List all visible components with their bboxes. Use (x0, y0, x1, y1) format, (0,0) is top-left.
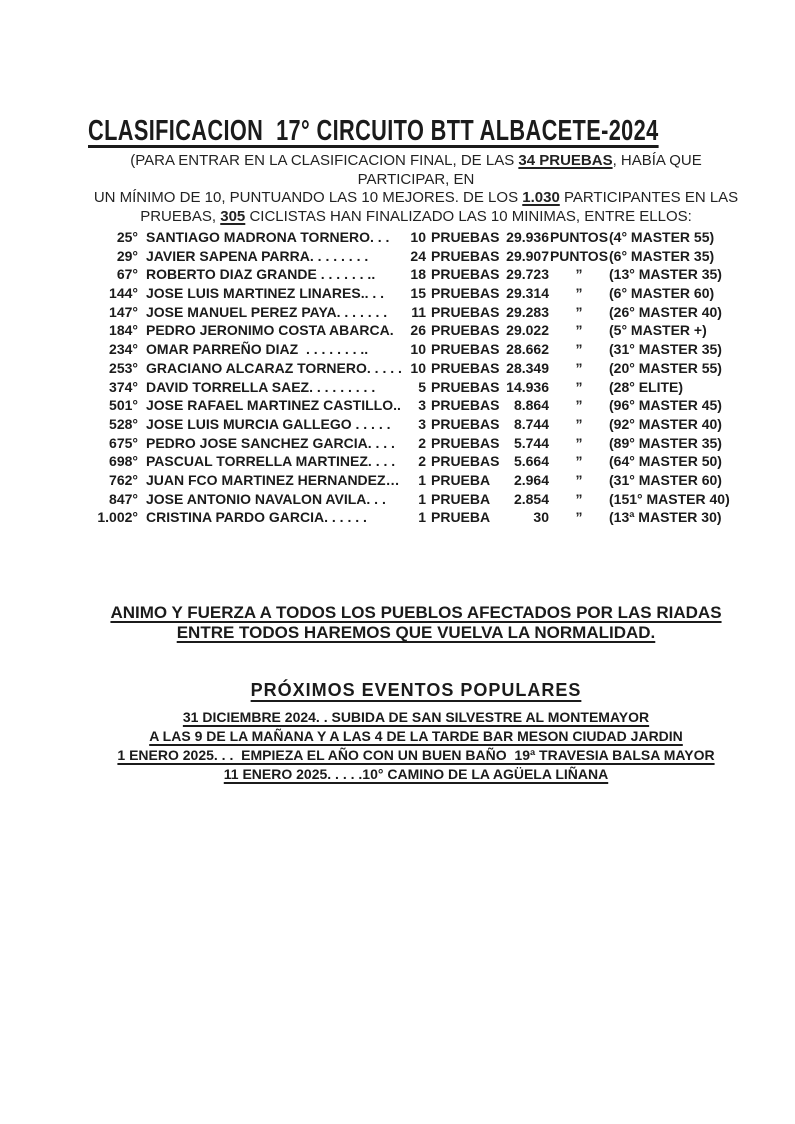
races-unit-label: PRUEBAS (431, 378, 500, 395)
points-value: 8.744 (513, 415, 549, 432)
solidarity-message (88, 603, 744, 643)
races-unit-label: PRUEBAS (431, 397, 500, 414)
dot-leader: . . . . . . . .. (298, 341, 373, 358)
rider-name-text: PEDRO JERONIMO COSTA ABARCA (146, 322, 390, 339)
points-unit-label: ” (575, 434, 583, 451)
dot-leader: . . . . . . .. (316, 266, 380, 283)
races-count: 5 (418, 378, 426, 395)
rank-number: 25° (116, 229, 138, 245)
category-label: (89° MASTER 35) (609, 434, 722, 451)
result-row (88, 379, 744, 398)
rider-name-text: OMAR PARREÑO DIAZ (146, 341, 299, 358)
result-row (88, 360, 744, 379)
dot-leader: . . . . . . . . . (309, 378, 380, 395)
rider-name (146, 304, 404, 320)
rank-number: 374° (109, 378, 138, 395)
rider-name (146, 285, 404, 301)
points-value: 29.723 (506, 266, 549, 283)
rider-name (146, 435, 404, 451)
intro-text: PARTICIPANTES EN LAS (559, 189, 739, 206)
rider-name-text: CRISTINA PARDO GARCIA (146, 509, 325, 526)
intro-line-2 (88, 189, 744, 208)
category-label: (6° MASTER 60) (609, 285, 715, 302)
races-count: 3 (418, 397, 426, 414)
rider-name-text: JAVIER SAPENA PARRA (146, 247, 310, 264)
rider-name-text: PASCUAL TORRELLA MARTINEZ (146, 453, 368, 470)
category-label: (20° MASTER 55) (609, 359, 722, 376)
races-count: 10 (410, 229, 426, 245)
points-value: 29.936 (506, 229, 549, 245)
races-count: 1 (418, 509, 426, 526)
races-count: 26 (410, 322, 426, 339)
rank-number: 67° (116, 266, 138, 283)
result-row (88, 285, 744, 304)
category-label: (64° MASTER 50) (609, 453, 722, 470)
category-label: (31° MASTER 60) (609, 471, 722, 488)
races-unit-label: PRUEBAS (431, 434, 500, 451)
rank-number: 698° (109, 453, 138, 470)
races-count: 18 (410, 266, 426, 283)
races-unit-label: PRUEBAS (431, 415, 500, 432)
points-value: 28.662 (506, 341, 549, 358)
races-unit-label: PRUEBAS (431, 285, 500, 302)
rider-name-text: JOSE ANTONIO NAVALON AVILA (146, 490, 367, 507)
points-value: 14.936 (506, 378, 549, 395)
points-value: 29.314 (506, 285, 549, 302)
dot-leader: . . . . . . . . (309, 247, 373, 264)
result-row (88, 397, 744, 416)
rank-number: 253° (109, 359, 138, 376)
dot-leader: . . . . . (366, 359, 402, 376)
rank-number: 1.002° (97, 509, 138, 526)
rider-name-text: JUAN FCO MARTINEZ HERNANDEZ (146, 471, 386, 488)
races-count: 10 (410, 341, 426, 358)
result-row (88, 453, 744, 472)
points-unit-label: ” (575, 359, 583, 376)
rank-number: 147° (109, 303, 138, 320)
rider-name-text: JOSE MANUEL PEREZ PAYA (146, 303, 337, 320)
points-value: 29.907 (506, 247, 549, 264)
dot-leader: . . . (366, 490, 390, 507)
points-value: 8.864 (513, 397, 549, 414)
category-label: (151° MASTER 40) (609, 490, 730, 507)
races-count: 1 (418, 471, 426, 488)
page-title: CLASIFICACION 17° CIRCUITO BTT ALBACETE-2024 (88, 115, 659, 147)
intro-highlight-participants: 1.030 (522, 189, 560, 206)
rider-name-text: SANTIAGO MADRONA TORNERO (146, 229, 370, 245)
dot-leader: . . . . (367, 453, 400, 470)
category-label: (4° MASTER 55) (609, 229, 715, 245)
result-row (88, 248, 744, 267)
points-unit-label: ” (575, 397, 583, 414)
intro-line-1 (88, 152, 744, 189)
intro-highlight-finishers: 305 (220, 207, 246, 225)
event-item-text: 1 ENERO 2025. . . EMPIEZA EL AÑO CON UN BUEN BAÑO 19ª TRAVESIA BALSA MAYOR (117, 747, 715, 763)
rank-number: 847° (109, 490, 138, 507)
category-label: (31° MASTER 35) (609, 341, 722, 358)
rider-name (146, 397, 404, 413)
intro-text: UN MÍNIMO DE 10, PUNTUANDO LAS 10 MEJORES. DE LOS (93, 189, 523, 206)
intro-highlight-total-races: 34 PRUEBAS (518, 152, 613, 169)
rider-name-text: JOSE LUIS MARTINEZ LINARES (146, 285, 361, 302)
races-count: 1 (418, 490, 426, 507)
races-count: 2 (418, 453, 426, 470)
rank-number: 675° (109, 434, 138, 451)
rider-name (146, 360, 404, 376)
points-unit-label: ” (575, 471, 583, 488)
rank-number: 144° (109, 285, 138, 302)
event-item-text: 31 DICIEMBRE 2024. . SUBIDA DE SAN SILVESTRE AL MONTEMAYOR (182, 709, 650, 725)
points-value: 2.854 (513, 490, 549, 507)
document-content (88, 115, 744, 784)
result-row (88, 491, 744, 510)
rider-name (146, 248, 404, 264)
races-unit-label: PRUEBA (431, 509, 491, 526)
rider-name (146, 416, 404, 432)
results-list (88, 229, 744, 528)
rider-name-text: JOSE RAFAEL MARTINEZ CASTILLO (146, 397, 394, 414)
event-item-text: A LAS 9 DE LA MAÑANA Y A LAS 4 DE LA TARDE BAR MESON CIUDAD JARDIN (149, 728, 683, 744)
points-unit-label: ” (575, 509, 583, 526)
event-item (88, 708, 744, 727)
points-value: 2.964 (513, 471, 549, 488)
races-count: 11 (411, 303, 426, 320)
points-value: 29.283 (506, 303, 549, 320)
rider-name (146, 379, 404, 395)
intro-paragraph (88, 152, 744, 226)
category-label: (96° MASTER 45) (609, 397, 722, 414)
category-label: (28° ELITE) (609, 378, 684, 395)
result-row (88, 416, 744, 435)
points-unit-label: ” (575, 303, 583, 320)
rider-name (146, 509, 404, 525)
rider-name (146, 266, 404, 282)
category-label: (26° MASTER 40) (609, 303, 722, 320)
result-row (88, 266, 744, 285)
points-unit-label: ” (575, 490, 583, 507)
points-value: 28.349 (506, 359, 549, 376)
dot-leader: .. . . (360, 285, 388, 302)
rider-name-text: GRACIANO ALCARAZ TORNERO (146, 359, 367, 376)
points-unit-label: ” (575, 415, 583, 432)
result-row (88, 229, 744, 248)
races-unit-label: PRUEBAS (431, 266, 500, 283)
points-unit-label: PUNTOS (549, 229, 609, 245)
upcoming-events-section (88, 680, 744, 784)
result-row (88, 304, 744, 323)
rank-number: 184° (109, 322, 138, 339)
intro-line-3 (88, 208, 744, 227)
dot-leader: .. (393, 397, 405, 414)
races-unit-label: PRUEBAS (431, 322, 500, 339)
points-unit-label: ” (575, 378, 583, 395)
races-unit-label: PRUEBAS (431, 247, 500, 264)
result-row (88, 341, 744, 360)
points-unit-label: ” (575, 341, 583, 358)
races-unit-label: PRUEBA (431, 490, 491, 507)
points-value: 30 (533, 509, 549, 526)
rank-number: 29° (116, 247, 138, 264)
rider-name-text: PEDRO JOSE SANCHEZ GARCIA (146, 434, 368, 451)
rank-number: 501° (109, 397, 138, 414)
races-count: 15 (410, 285, 426, 302)
dot-leader: . (389, 322, 402, 339)
rider-name-text: DAVID TORRELLA SAEZ (146, 378, 310, 395)
points-value: 29.022 (506, 322, 549, 339)
intro-text: CICLISTAS HAN FINALIZADO LAS 10 MINIMAS, ENTRE ELLOS: (245, 207, 692, 225)
result-row (88, 472, 744, 491)
races-unit-label: PRUEBAS (431, 341, 500, 358)
category-label: (92° MASTER 40) (609, 415, 722, 432)
races-unit-label: PRUEBAS (431, 359, 500, 376)
event-item-text: 11 ENERO 2025. . . . .10° CAMINO DE LA AGÜELA LIÑANA (223, 766, 609, 782)
rider-name (146, 322, 404, 338)
category-label: (6° MASTER 35) (609, 247, 715, 264)
dot-leader: . . . (370, 229, 394, 245)
events-title: PRÓXIMOS EVENTOS POPULARES (250, 680, 582, 700)
event-item (88, 746, 744, 765)
rider-name (146, 453, 404, 469)
rider-name (146, 229, 404, 245)
intro-text: (PARA ENTRAR EN LA CLASIFICACION FINAL, DE LAS (130, 152, 519, 169)
races-count: 10 (410, 359, 426, 376)
races-count: 24 (410, 247, 426, 264)
points-value: 5.744 (513, 434, 549, 451)
races-unit-label: PRUEBAS (431, 229, 500, 245)
intro-text: , HABÍA QUE PARTICIPAR, EN (357, 152, 702, 188)
races-unit-label: PRUEBA (431, 471, 491, 488)
rider-name-text: JOSE LUIS MURCIA GALLEGO (146, 415, 352, 432)
dot-leader: . . . . . (351, 415, 395, 432)
result-row (88, 509, 744, 528)
category-label: (13ª MASTER 30) (609, 509, 722, 526)
category-label: (5° MASTER +) (609, 322, 707, 339)
category-label: (13° MASTER 35) (609, 266, 722, 283)
races-count: 3 (418, 415, 426, 432)
event-item (88, 765, 744, 784)
races-unit-label: PRUEBAS (431, 453, 500, 470)
rider-name (146, 341, 404, 357)
rider-name (146, 472, 404, 488)
races-count: 2 (418, 434, 426, 451)
points-unit-label: ” (575, 453, 583, 470)
points-unit-label: ” (575, 322, 583, 339)
points-unit-label: ” (575, 266, 583, 283)
points-unit-label: ” (575, 285, 583, 302)
result-row (88, 435, 744, 454)
result-row (88, 322, 744, 341)
intro-text: PRUEBAS, (140, 207, 221, 225)
rider-name-text: ROBERTO DIAZ GRANDE (146, 266, 317, 283)
event-item (88, 727, 744, 746)
dot-leader: … (385, 471, 400, 488)
rank-number: 762° (109, 471, 138, 488)
points-unit-label: PUNTOS (549, 247, 609, 264)
dot-leader: . . . . . . (324, 509, 371, 526)
points-value: 5.664 (513, 453, 549, 470)
dot-leader: . . . . . . . (336, 303, 392, 320)
solidarity-line-1: ANIMO Y FUERZA A TODOS LOS PUEBLOS AFECTADOS POR LAS RIADAS (110, 603, 722, 622)
dot-leader: . . . . (367, 434, 399, 451)
solidarity-line-2: ENTRE TODOS HAREMOS QUE VUELVA LA NORMALIDAD. (176, 623, 656, 642)
rider-name (146, 491, 404, 507)
races-unit-label: PRUEBAS (431, 303, 500, 320)
rank-number: 528° (109, 415, 138, 432)
rank-number: 234° (109, 341, 138, 358)
